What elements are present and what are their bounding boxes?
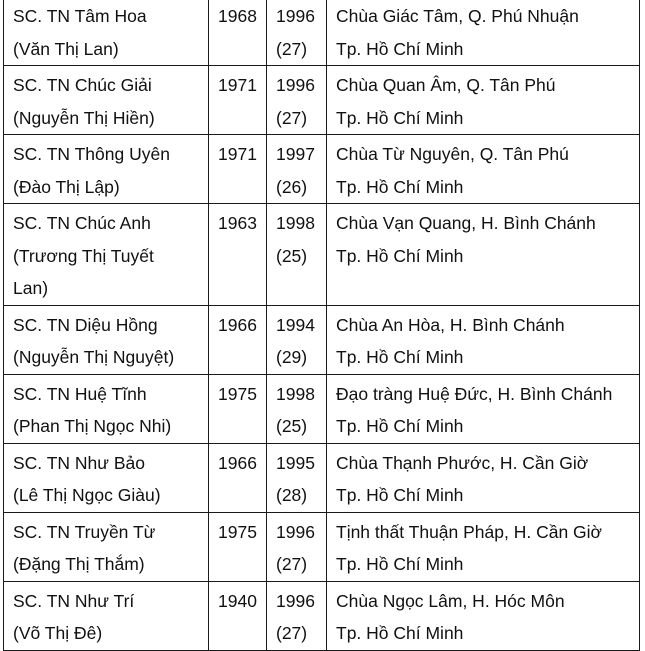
city: Tp. Hồ Chí Minh <box>336 176 464 197</box>
birth-year: 1940 <box>218 590 257 611</box>
city: Tp. Hồ Chí Minh <box>336 107 464 128</box>
dharma-name: SC. TN Như Bảo <box>13 452 145 473</box>
lay-name: Lan) <box>13 278 49 298</box>
city: Tp. Hồ Chí Minh <box>336 554 464 574</box>
table-row <box>4 443 640 512</box>
birth-year-cell <box>209 135 267 204</box>
name-cell <box>4 374 209 443</box>
year: 1996 <box>276 75 315 95</box>
lay-name: (Văn Thị Lan) <box>13 38 119 59</box>
place-cell <box>327 305 640 374</box>
dharma-name: SC. TN Truyền Từ <box>13 521 156 542</box>
year-cell <box>267 374 327 443</box>
year-cell <box>267 512 327 581</box>
place-cell <box>327 204 640 306</box>
table-row <box>4 135 640 204</box>
place-cell <box>327 66 640 135</box>
place-cell <box>327 0 640 66</box>
place-cell <box>327 581 640 650</box>
dharma-name: SC. TN Chúc Giải <box>13 75 152 95</box>
year: 1998 <box>276 213 315 233</box>
city: Tp. Hồ Chí Minh <box>336 485 464 505</box>
year: 1997 <box>276 144 315 164</box>
temple: Chùa Vạn Quang, H. Bình Chánh <box>336 213 596 233</box>
temple: Chùa An Hòa, H. Bình Chánh <box>336 314 565 335</box>
dharma-name: SC. TN Chúc Anh <box>13 213 151 233</box>
birth-year: 1975 <box>218 383 257 404</box>
table-row <box>4 66 640 135</box>
city: Tp. Hồ Chí Minh <box>336 623 464 643</box>
dharma-name: SC. TN Tâm Hoa <box>13 6 147 26</box>
name-cell <box>4 66 209 135</box>
table-row <box>4 204 640 306</box>
year: 1996 <box>276 521 315 542</box>
dharma-name: SC. TN Diệu Hồng <box>13 314 158 335</box>
place-cell <box>327 443 640 512</box>
year: 1996 <box>276 6 315 26</box>
year: 1998 <box>276 383 315 404</box>
birth-year-cell <box>209 66 267 135</box>
year-cell <box>267 135 327 204</box>
temple: Chùa Giác Tâm, Q. Phú Nhuận <box>336 6 579 26</box>
age: (25) <box>276 245 308 266</box>
age: (25) <box>276 416 308 436</box>
temple: Chùa Ngọc Lâm, H. Hóc Môn <box>336 590 565 611</box>
dharma-name: SC. TN Huệ Tĩnh <box>13 383 147 404</box>
table-row <box>4 0 640 66</box>
place-cell <box>327 135 640 204</box>
birth-year: 1963 <box>218 213 257 233</box>
year: 1994 <box>276 314 315 335</box>
lay-name: (Nguyễn Thị Nguyệt) <box>13 347 175 367</box>
year-cell <box>267 0 327 66</box>
place-cell <box>327 512 640 581</box>
year-cell <box>267 305 327 374</box>
age: (28) <box>276 485 308 505</box>
birth-year-cell <box>209 512 267 581</box>
lay-name: (Nguyễn Thị Hiền) <box>13 107 155 128</box>
birth-year-cell <box>209 443 267 512</box>
table-row <box>4 305 640 374</box>
name-cell <box>4 443 209 512</box>
temple: Chùa Từ Nguyên, Q. Tân Phú <box>336 144 569 164</box>
lay-name: (Võ Thị Đê) <box>13 623 103 643</box>
age: (26) <box>276 176 308 197</box>
lay-name: (Đào Thị Lập) <box>13 176 120 197</box>
birth-year: 1975 <box>218 521 257 542</box>
age: (27) <box>276 623 308 643</box>
year: 1996 <box>276 590 315 611</box>
dharma-name: SC. TN Thông Uyên <box>13 144 170 164</box>
name-cell <box>4 512 209 581</box>
birth-year: 1971 <box>218 144 257 164</box>
lay-name: (Lê Thị Ngọc Giàu) <box>13 485 161 505</box>
roster-body <box>4 0 640 650</box>
table-row <box>4 581 640 650</box>
year-cell <box>267 581 327 650</box>
birth-year: 1968 <box>218 6 257 26</box>
year-cell <box>267 204 327 306</box>
name-cell <box>4 0 209 66</box>
city: Tp. Hồ Chí Minh <box>336 38 464 59</box>
temple: Chùa Thạnh Phước, H. Cần Giờ <box>336 452 589 473</box>
name-cell <box>4 135 209 204</box>
birth-year-cell <box>209 204 267 306</box>
birth-year: 1966 <box>218 314 257 335</box>
age: (27) <box>276 38 308 59</box>
birth-year: 1971 <box>218 75 257 95</box>
birth-year-cell <box>209 581 267 650</box>
lay-name: (Đặng Thị Thắm) <box>13 554 145 574</box>
lay-name: (Phan Thị Ngọc Nhi) <box>13 416 172 436</box>
age: (27) <box>276 107 308 128</box>
dharma-name: SC. TN Như Trí <box>13 590 135 611</box>
temple: Chùa Quan Âm, Q. Tân Phú <box>336 75 556 95</box>
place-cell <box>327 374 640 443</box>
lay-name: (Trương Thị Tuyết <box>13 245 154 266</box>
age: (27) <box>276 554 308 574</box>
temple: Đạo tràng Huệ Đức, H. Bình Chánh <box>336 383 613 404</box>
name-cell <box>4 204 209 306</box>
table-row <box>4 374 640 443</box>
age: (29) <box>276 347 308 367</box>
temple: Tịnh thất Thuận Pháp, H. Cần Giờ <box>336 521 603 542</box>
year-cell <box>267 443 327 512</box>
table-row <box>4 512 640 581</box>
city: Tp. Hồ Chí Minh <box>336 347 464 367</box>
year-cell <box>267 66 327 135</box>
birth-year-cell <box>209 0 267 66</box>
birth-year-cell <box>209 305 267 374</box>
year: 1995 <box>276 452 315 473</box>
nun-roster-table <box>3 0 640 651</box>
city: Tp. Hồ Chí Minh <box>336 245 464 266</box>
birth-year-cell <box>209 374 267 443</box>
birth-year: 1966 <box>218 452 257 473</box>
name-cell <box>4 581 209 650</box>
city: Tp. Hồ Chí Minh <box>336 416 464 436</box>
name-cell <box>4 305 209 374</box>
